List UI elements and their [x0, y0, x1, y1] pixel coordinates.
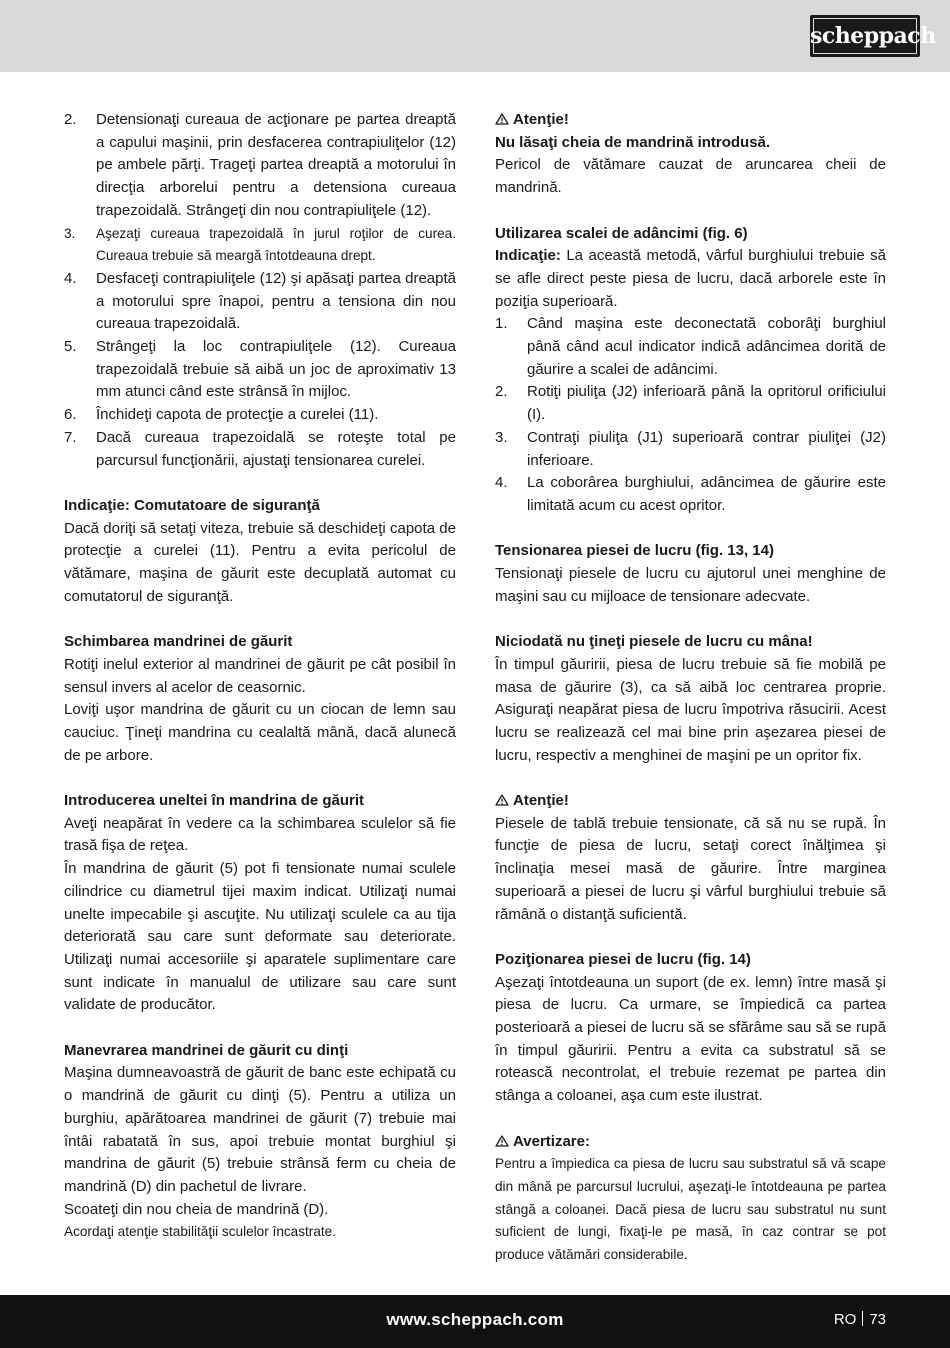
list-item	[64, 336, 456, 404]
warning-triangle-icon	[495, 794, 509, 806]
list-number: 5.	[64, 338, 77, 356]
left-column	[64, 109, 456, 1244]
list-text: Contraţi piuliţa (J1) superioară contrar piuliţei (J2) inferioare.	[527, 428, 886, 469]
paragraph	[495, 245, 886, 313]
list-item	[64, 268, 456, 336]
list-number: 2.	[495, 383, 508, 401]
paragraph: Aşezaţi întotdeauna un suport (de ex. lemn) între masă şi piesa de lucru. Ca urmare, se împiedică ca partea posterioară a piesei de lucru să se sfărâme sau să se rupă în timpul găuririi. Pentru a evita ca substratul să se rotească necontrolat, el trebuie rezemat pe partea din stânga a coloanei, aşa cum este ilustrat.	[495, 973, 886, 1105]
paragraph: Piesele de tablă trebuie tensionate, că să nu se rupă. În funcţie de piesa de lucru, setaţi corect înălţimea şi înclinaţia mesei masă de găurire. Între marginea superioară a piesei de lucru şi vârful burghiului trebuie să rămână o distanţă suficientă.	[495, 814, 886, 923]
attention-title: Atenţie!	[513, 111, 569, 128]
list-item	[495, 472, 886, 517]
scheppach-logo	[810, 15, 936, 57]
list-item	[64, 404, 456, 427]
warning-title: Avertizare:	[513, 1132, 590, 1150]
paragraph: Tensionaţi piesele de lucru cu ajutorul unei menghine de maşini sau cu mijloace de tensionare adecvate.	[495, 565, 886, 605]
list-text: Când maşina este deconectată coborâţi burghiul până când acul indicator indică adâncimea dorită de găurire a scalei de adâncimi.	[527, 315, 886, 378]
list-text: Rotiţi piuliţa (J2) inferioară până la opritorul orificiului (I).	[527, 383, 886, 424]
list-number: 4.	[495, 474, 508, 492]
attention-heading	[495, 790, 886, 813]
list-text: Închideţi capota de protecţie a curelei (11).	[96, 406, 379, 424]
list-text: La coborârea burghiului, adâncimea de găurire este limitată acum cu acest opritor.	[527, 474, 886, 514]
warning-triangle-icon	[495, 113, 509, 125]
page-indicator	[834, 1311, 886, 1328]
list-text: Aşezaţi cureaua trapezoidală în jurul roţilor de curea. Cureaua trebuie să meargă întotdeauna drept.	[96, 225, 456, 264]
section-heading: Schimbarea mandrinei de găurit	[64, 633, 293, 651]
paragraph: În mandrina de găurit (5) pot fi tensionate numai sculele cilindrice cu diametrul tijei maxim indicat. Utilizaţi numai unelte impecabile şi ascuţite. Nu utilizaţi sculele ca au tija deteriorată sau care sunt deformate sau deteriorate. Utilizaţi numai accesoriile şi aparatele suplimentare care sunt indicate în manualul de utilizare sau care sunt validate de producător.	[64, 860, 456, 1014]
section-heading: Poziţionarea piesei de lucru (fig. 14)	[495, 950, 751, 968]
section-heading: Manevrarea mandrinei de găurit cu dinţi	[64, 1041, 349, 1059]
list-item	[495, 313, 886, 381]
paragraph: Pericol de vătămare cauzat de aruncarea cheii de mandrină.	[495, 156, 886, 197]
language-code: RO	[833, 1311, 857, 1328]
paragraph: Maşina dumneavoastră de găurit de banc este echipată cu o mandrină de găurit cu dinţi (5). Pentru a utiliza un burghiu, apărătoarea mandrinei de găurit (7) trebuie mai întâi rabatată în sus, apoi trebuie montat burghiul şi mandrina de găurit (5) trebuie strânsă ferm cu cheia de mandrină (D) din pachetul de livrare.	[64, 1064, 456, 1195]
paragraph: În timpul găuririi, piesa de lucru trebuie să fie mobilă pe masa de găurire (3), ca să aibă loc centrarea proprie. Asiguraţi neapărat piesa de lucru împotriva răsucirii. Acest lucru se realizează cel mai bine prin aşezarea piesei de lucru, respectiv a menghinei de maşini pe un opritor fix.	[495, 655, 886, 764]
list-text: Detensionaţi cureaua de acţionare pe partea dreaptă a capului maşinii, prin desfacerea contrapiuliţelor (12) pe ambele părţi. Trageţi partea dreaptă a motorului în direcţia arborelui pentru a detensiona cureaua trapezoidală. Strângeţi din nou contrapiuliţele (12).	[96, 111, 456, 219]
list-text: Dacă cureaua trapezoidală se roteşte total pe parcursul funcţionării, ajustaţi tensionarea curelei.	[96, 428, 456, 469]
list-number: 2.	[64, 111, 77, 128]
note-text: La această metodă, vârful burghiului trebuie să se afle direct peste piesa de lucru, dacă arborele este în poziţia superioară.	[495, 247, 886, 310]
paragraph: Loviţi uşor mandrina de găurit cu un ciocan de lemn sau cauciuc. Ţineţi mandrina cu cealaltă mână, dacă alunecă de pe arbore.	[64, 701, 456, 764]
section-heading: Utilizarea scalei de adâncimi (fig. 6)	[495, 224, 748, 242]
section-heading: Indicaţie: Comutatoare de siguranţă	[64, 496, 320, 514]
paragraph: Rotiţi inelul exterior al mandrinei de găurit pe cât posibil în sensul invers al acelor de ceasornic.	[64, 655, 456, 696]
list-text: Strângeţi la loc contrapiuliţele (12). Cureaua trapezoidală trebuie să aibă un joc de aproximativ 13 mm atunci când este strânsă în mijloc.	[96, 338, 456, 401]
page-number: 73	[869, 1311, 886, 1328]
list-number: 4.	[64, 269, 77, 287]
list-item	[64, 223, 456, 268]
list-number: 1.	[495, 315, 508, 333]
footer-bar	[0, 1295, 950, 1348]
section-heading: Tensionarea piesei de lucru (fig. 13, 14)	[495, 542, 774, 560]
paragraph: Scoateţi din nou cheia de mandrină (D).	[64, 1200, 329, 1218]
paragraph: Dacă doriţi să setaţi viteza, trebuie să deschideţi capota de protecţie a curelei (11). Pentru a evita pericolul de vătămare, maşina de găurit este decuplată automat cu comutatorul de siguranţă.	[64, 519, 456, 605]
warning-triangle-icon	[495, 1135, 509, 1147]
list-text: Desfaceţi contrapiuliţele (12) şi apăsaţi partea dreaptă a motorului spre înapoi, pentru a tensiona din nou cureaua trapezoidală.	[96, 269, 456, 333]
right-column	[495, 109, 886, 1267]
list-number: 3.	[495, 428, 508, 446]
list-number: 7.	[64, 428, 77, 446]
paragraph: Acordaţi atenţie stabilităţii sculelor încastrate.	[64, 1224, 337, 1240]
section-heading: Niciodată nu ţineţi piesele de lucru cu mâna!	[495, 633, 813, 651]
list-number: 6.	[64, 406, 77, 424]
attention-heading	[495, 109, 886, 132]
list-number: 3.	[64, 225, 76, 241]
header-bar	[0, 0, 950, 72]
attention-title: Atenţie!	[513, 792, 569, 810]
belt-steps-list	[64, 109, 456, 472]
warning-heading	[495, 1131, 886, 1154]
note-label: Indicaţie:	[495, 247, 561, 265]
list-item	[495, 381, 886, 426]
attention-bold-text: Nu lăsaţi cheia de mandrină introdusă.	[495, 133, 771, 151]
divider	[862, 1311, 863, 1326]
list-item	[495, 427, 886, 472]
paragraph: Pentru a împiedica ca piesa de lucru sau substratul să vă scape din mână pe parcursul lucrului, aşezaţi-le întotdeauna pe partea stângă a coloanei. Dacă piesa de lucru sau substratul nu sunt suficient de lungi, fixaţi-le pe masă, în caz contrar se pot produce vătămări considerabile.	[495, 1156, 886, 1263]
list-item	[64, 427, 456, 472]
website-link[interactable]: www.scheppach.com	[386, 1310, 564, 1329]
list-item	[64, 109, 456, 223]
depth-steps-list	[495, 313, 886, 517]
logo-text: scheppach	[810, 23, 936, 49]
section-heading: Introducerea uneltei în mandrina de găurit	[64, 792, 365, 810]
paragraph: Aveţi neapărat în vedere ca la schimbarea sculelor să fie trasă fişa de reţea.	[64, 814, 456, 855]
